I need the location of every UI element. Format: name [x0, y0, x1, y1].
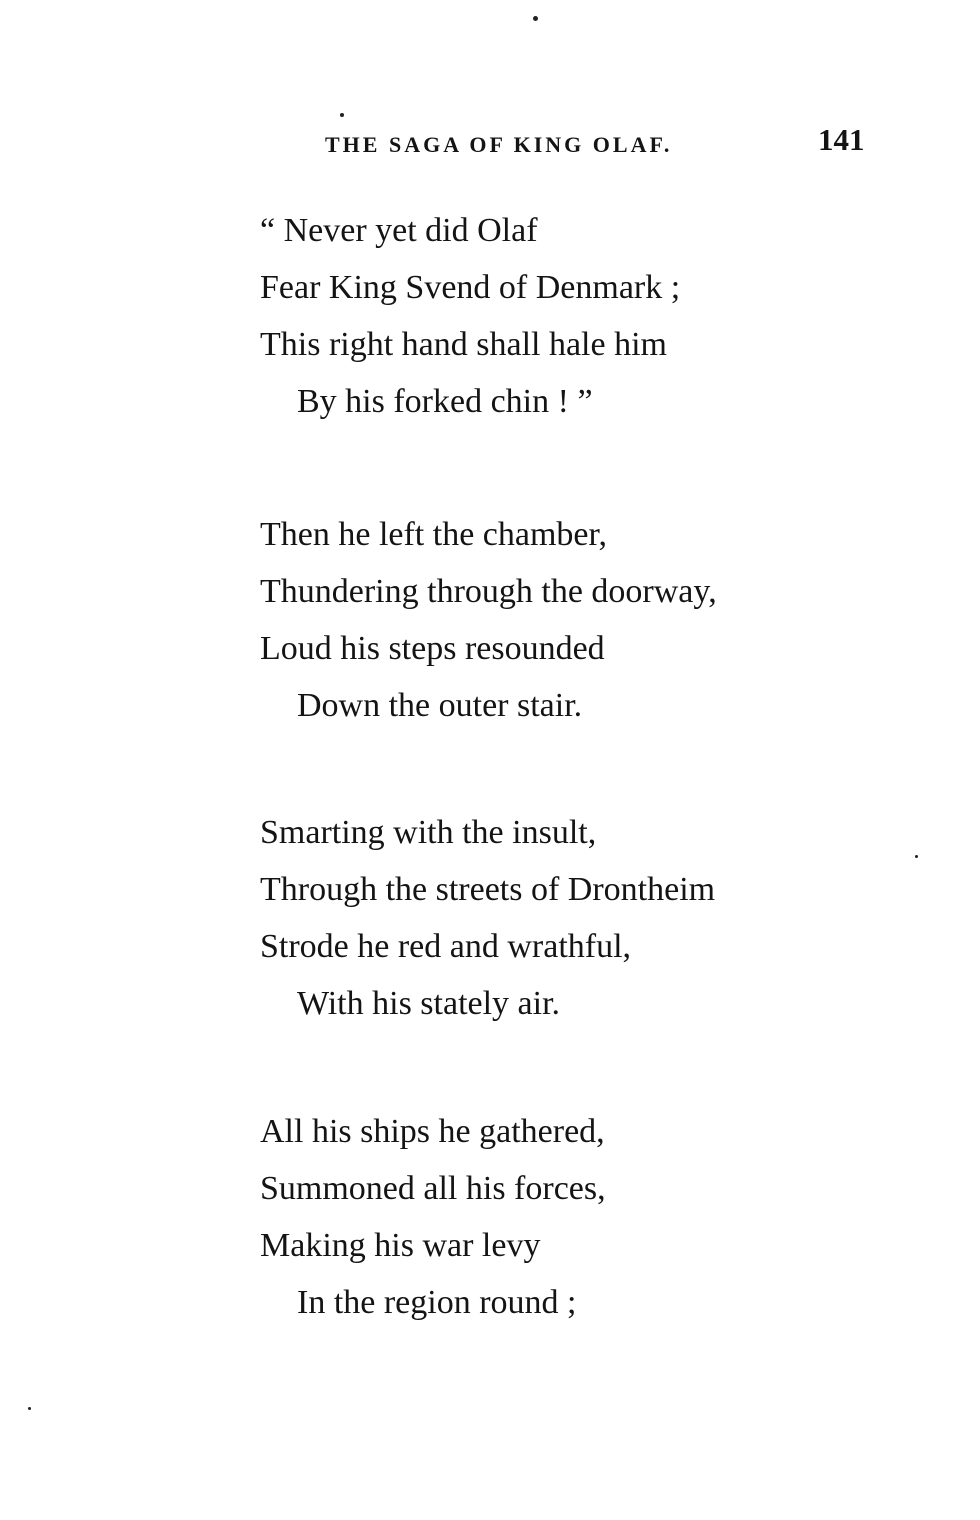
verse-line: Fear King Svend of Denmark ; [260, 269, 681, 306]
print-speck [28, 1407, 31, 1410]
verse-line: Thundering through the doorway, [260, 573, 717, 610]
running-title: THE SAGA OF KING OLAF. [325, 132, 673, 157]
stanza-2 [260, 506, 880, 734]
print-speck [340, 113, 344, 117]
stanza-3 [260, 804, 880, 1032]
verse-line-indented: In the region round ; [297, 1284, 577, 1321]
verse-line: All his ships he gathered, [260, 1113, 605, 1150]
stanza-1 [260, 202, 880, 430]
verse-line: Smarting with the insult, [260, 814, 597, 851]
verse-line-indented: By his forked chin ! ” [297, 383, 593, 420]
stanza-4 [260, 1103, 880, 1331]
verse-line: Making his war levy [260, 1227, 541, 1264]
verse-line-indented: With his stately air. [297, 985, 561, 1022]
verse-line: Strode he red and wrathful, [260, 928, 632, 965]
verse-line: Through the streets of Drontheim [260, 871, 716, 908]
print-speck [915, 855, 918, 858]
page-number: 141 [818, 122, 865, 157]
running-header [0, 122, 980, 166]
print-speck [533, 16, 538, 21]
verse-line: “ Never yet did Olaf [260, 212, 538, 249]
verse-line-indented: Down the outer stair. [297, 687, 583, 724]
verse-line: This right hand shall hale him [260, 326, 667, 363]
verse-line: Loud his steps resounded [260, 630, 605, 667]
verse-line: Then he left the chamber, [260, 516, 607, 553]
verse-line: Summoned all his forces, [260, 1170, 606, 1207]
